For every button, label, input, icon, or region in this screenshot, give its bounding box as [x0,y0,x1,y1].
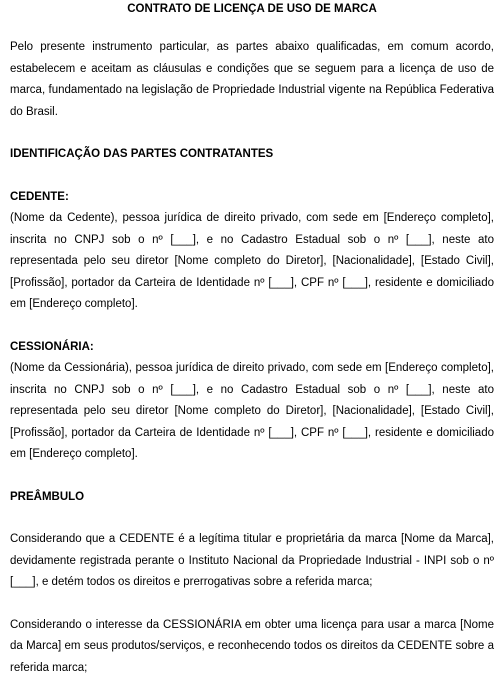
cedente-paragraph: (Nome da Cedente), pessoa jurídica de direito privado, com sede em [Endereço completo], inscrita no CNPJ sob o nº [___], e no Cadastro Estadual sob o nº [___], neste ato representada pelo seu diretor [Nome completo do Diretor], [Nacionalidade], [Estado Civil], [Profissão], portador da Carteira de Identidade nº [___], CPF nº [___], residente e domiciliado em [Endereço completo]. [10,208,494,316]
spacer [10,166,494,187]
intro-paragraph: Pelo presente instrumento particular, as partes abaixo qualificadas, em comum acordo, estabelecem e aceitam as cláusulas e condições que se seguem para a licença de uso de marca, fundamentado na legislação de Propriedade Industrial vigente na República Federativa do Brasil. [10,37,494,123]
spacer [10,466,494,487]
spacer [10,594,494,615]
cedente-label: CEDENTE: [10,187,494,209]
spacer [10,123,494,144]
spacer [10,316,494,337]
preamble-paragraph-2: Considerando o interesse da CESSIONÁRIA em obter uma licença para usar a marca [Nome da Marca] em seus produtos/serviços, e reconhecendo todos os direitos da CEDENTE sobre a referida marca; [10,615,494,679]
cessionaria-label: CESSIONÁRIA: [10,337,494,359]
spacer [10,508,494,529]
spacer [10,16,494,37]
document-title: CONTRATO DE LICENÇA DE USO DE MARCA [10,2,494,16]
preamble-paragraph-1: Considerando que a CEDENTE é a legítima titular e proprietária da marca [Nome da Marca], devidamente registrada perante o Instituto Nacional da Propriedade Industrial - INPI sob o nº [___], e detém todos os direitos e prerrogativas sobre a referida marca; [10,529,494,594]
cessionaria-paragraph: (Nome da Cessionária), pessoa jurídica de direito privado, com sede em [Endereço completo], inscrita no CNPJ sob o nº [___], e no Cadastro Estadual sob o nº [___], neste ato representada pelo seu diretor [Nome completo do Diretor], [Nacionalidade], [Estado Civil], [Profissão], portador da Carteira de Identidade nº [___], CPF nº [___], residente e domiciliado em [Endereço completo]. [10,358,494,466]
contract-document [10,0,494,679]
preamble-heading: PREÂMBULO [10,487,494,509]
parties-heading: IDENTIFICAÇÃO DAS PARTES CONTRATANTES [10,144,494,166]
